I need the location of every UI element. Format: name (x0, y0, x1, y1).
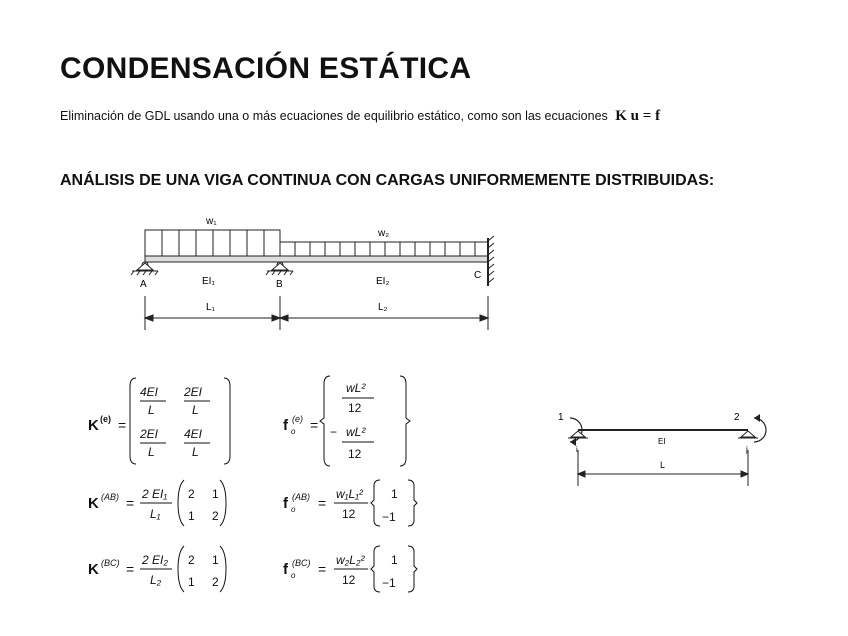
eq-k-bc (88, 546, 226, 592)
svg-text:(AB): (AB) (292, 492, 310, 502)
label-w2: w₂ (378, 228, 390, 239)
svg-text:−: − (330, 425, 338, 439)
dimension-line (145, 296, 488, 330)
svg-text:f: f (283, 495, 288, 512)
subtitle (60, 108, 660, 125)
svg-text:L₂: L₂ (150, 573, 162, 587)
load-w2-blocks (280, 242, 488, 256)
svg-text:L: L (192, 445, 199, 459)
page-title: CONDENSACIÓN ESTÁTICA (60, 52, 472, 85)
support-a (131, 262, 158, 275)
continuous-beam-diagram (120, 208, 500, 338)
svg-text:o: o (291, 427, 296, 436)
svg-text:o: o (291, 505, 296, 514)
svg-text:L: L (148, 445, 155, 459)
svg-text:K: K (88, 417, 99, 434)
eq-f-ab (283, 480, 417, 526)
svg-text:(AB): (AB) (101, 492, 119, 502)
svg-text:1: 1 (391, 553, 398, 567)
dof-label-1: 1 (558, 412, 564, 423)
label-ei2: EI₂ (376, 276, 390, 287)
element-ei-label: EI (658, 437, 666, 446)
svg-text:=: = (318, 495, 327, 511)
label-node-c: C (474, 270, 482, 281)
label-w1: w₁ (206, 216, 217, 227)
label-ei1: EI₁ (202, 276, 215, 287)
svg-text:L₁: L₁ (150, 507, 161, 521)
svg-text:=: = (310, 417, 319, 433)
svg-text:12: 12 (342, 573, 356, 587)
subtitle-equation: K u = f (615, 108, 661, 124)
svg-text:2EI: 2EI (184, 385, 203, 399)
svg-text:(BC): (BC) (101, 558, 120, 568)
label-l2: L₂ (378, 302, 388, 313)
svg-text:=: = (126, 561, 135, 577)
svg-text:1: 1 (391, 487, 398, 501)
svg-text:w₂L₂²: w₂L₂² (336, 553, 365, 567)
svg-text:−1: −1 (382, 510, 396, 524)
element-length-label: L (660, 460, 666, 470)
svg-text:=: = (126, 495, 135, 511)
svg-text:wL²: wL² (346, 381, 366, 395)
support-b (266, 262, 293, 275)
svg-text:L: L (148, 403, 155, 417)
svg-text:o: o (291, 571, 296, 580)
section-heading: ANÁLISIS DE UNA VIGA CONTINUA CON CARGAS UNIFORMEMENTE DISTRIBUIDAS: (60, 172, 715, 189)
node-label-i: i (576, 445, 578, 454)
svg-text:(BC): (BC) (292, 558, 311, 568)
svg-text:(e): (e) (292, 414, 303, 424)
svg-text:K: K (88, 495, 99, 512)
label-node-b: B (276, 279, 283, 290)
beam (145, 256, 488, 262)
fixed-support-c (488, 236, 494, 286)
svg-text:4EI: 4EI (184, 427, 203, 441)
node-label-j: j (746, 445, 748, 454)
svg-text:1: 1 (188, 509, 195, 523)
svg-text:1: 1 (212, 487, 219, 501)
svg-text:2: 2 (188, 553, 195, 567)
svg-text:2: 2 (212, 575, 219, 589)
svg-text:−1: −1 (382, 576, 396, 590)
svg-text:=: = (318, 561, 327, 577)
beam-element-diagram (548, 400, 788, 500)
svg-text:1: 1 (188, 575, 195, 589)
svg-text:2EI: 2EI (140, 427, 159, 441)
label-node-a: A (140, 279, 147, 290)
eq-f-bc (283, 546, 417, 592)
svg-text:f: f (283, 561, 288, 578)
svg-text:w₁L₁²: w₁L₁² (336, 487, 363, 501)
svg-text:2 EI₂: 2 EI₂ (142, 553, 168, 567)
subtitle-text: Eliminación de GDL usando una o más ecuaciones de equilibrio estático, como son las ecuaciones (60, 109, 608, 123)
svg-text:4EI: 4EI (140, 385, 159, 399)
svg-text:2 EI₁: 2 EI₁ (142, 487, 168, 501)
svg-text:12: 12 (348, 401, 362, 415)
equations-block (88, 368, 448, 608)
svg-text:2: 2 (188, 487, 195, 501)
svg-text:=: = (118, 417, 127, 433)
svg-text:K: K (88, 561, 99, 578)
svg-text:12: 12 (342, 507, 356, 521)
label-l1: L₁ (206, 302, 215, 313)
svg-text:f: f (283, 417, 288, 434)
load-w1-blocks (145, 230, 280, 256)
svg-text:1: 1 (212, 553, 219, 567)
svg-text:(e): (e) (100, 414, 111, 424)
eq-k-ab (88, 480, 226, 526)
svg-text:L: L (192, 403, 199, 417)
eq-f-generic (283, 376, 410, 466)
svg-text:12: 12 (348, 447, 362, 461)
svg-text:2: 2 (212, 509, 219, 523)
dof-label-2: 2 (734, 412, 740, 423)
svg-text:wL²: wL² (346, 425, 366, 439)
eq-k-generic (88, 378, 230, 464)
